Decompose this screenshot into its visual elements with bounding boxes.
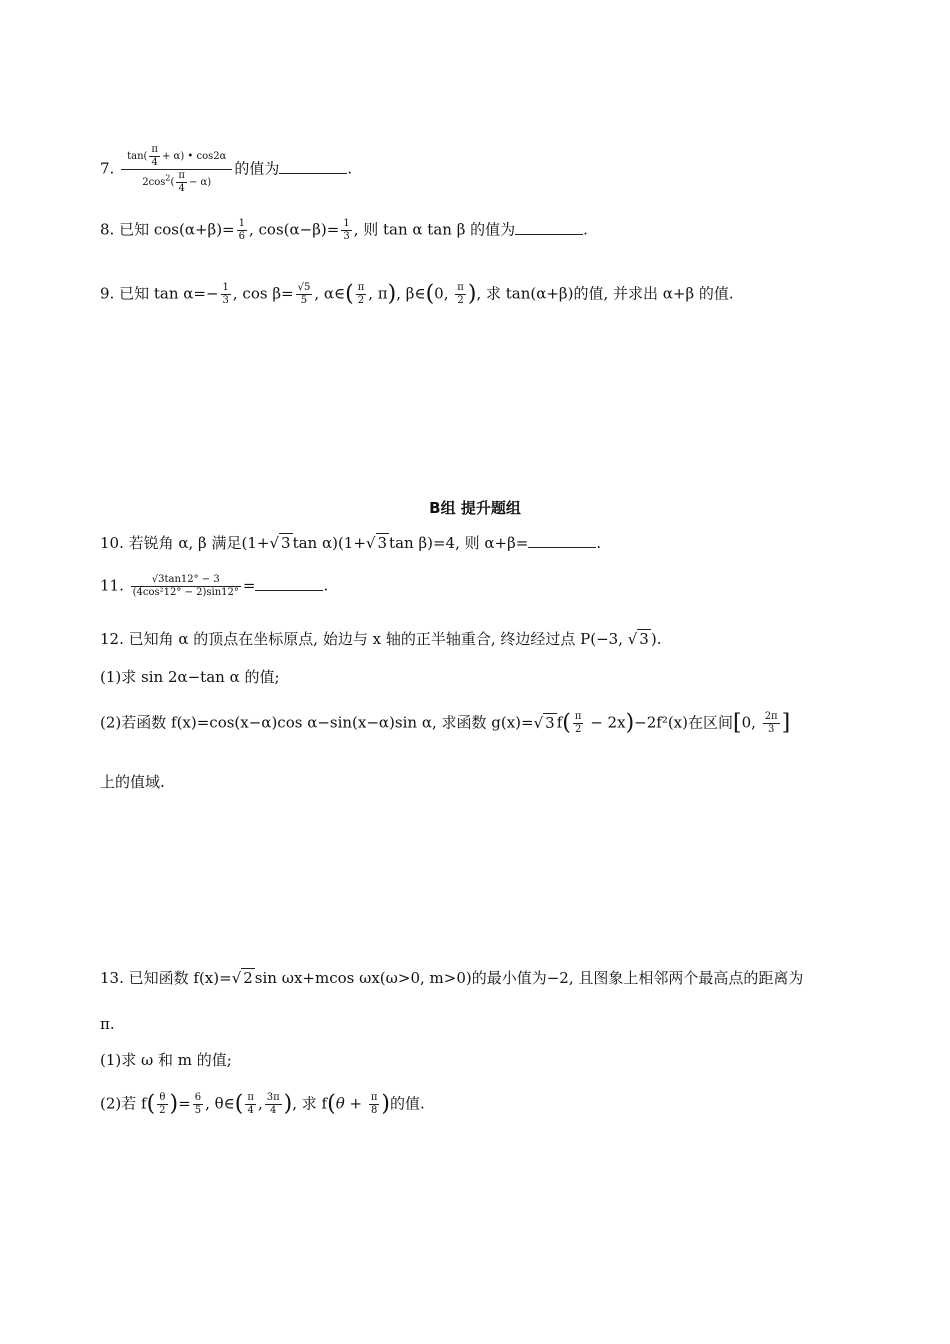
q9-text-3: , α∈ (314, 284, 346, 303)
q10-radicand-2: 3 (377, 534, 388, 552)
q7-den-pi4 (176, 170, 187, 195)
q9-text-1: 9. 已知 tan α=− (100, 284, 219, 303)
q13-frac-c-num: π (370, 1092, 378, 1103)
q13-frac-value-den: 5 (194, 1105, 202, 1116)
q7-numerator: tan( $\frac{\pi}{4}$ + α) • cos2α (121, 144, 232, 170)
q7-den-pi: π (178, 170, 185, 181)
q9-frac-2-den: 5 (300, 295, 308, 306)
q13-frac-theta (157, 1092, 167, 1117)
q9-text-2: , cos β= (232, 284, 294, 303)
q10-text-1: 10. 若锐角 α, β 满足(1+ (100, 534, 270, 552)
q9-paren-close-1: ) (387, 281, 397, 307)
q7-num-tan: tan (127, 151, 144, 162)
q12-radicand: 3 (639, 630, 649, 648)
q8-frac-1 (237, 218, 247, 243)
question-13 (100, 968, 803, 988)
q9-text-4: , π (368, 284, 388, 303)
q13-frac-c-den: 8 (370, 1105, 378, 1116)
q13-paren-open-3: ( (327, 1091, 336, 1117)
question-9 (100, 282, 734, 307)
question-10 (100, 533, 601, 553)
q9-frac-1 (221, 282, 231, 307)
q7-end: . (347, 159, 353, 178)
q11-denominator: (4cos²12° − 2)sin12° (132, 587, 239, 598)
q12-part-2-tail: 上的值域. (100, 773, 165, 791)
q13-paren-close-3: ) (381, 1091, 391, 1117)
q13-text-2: sin ωx+mcos ωx(ω>0, m>0)的最小值为−2, 且图象上相邻两个最高点的距离为 (254, 969, 804, 987)
q9-paren-open-2: ( (425, 281, 435, 307)
q8-frac-1-den: 6 (238, 231, 245, 242)
q12-paren-open: ( (562, 710, 571, 736)
q7-denominator: $2\cos^2$( $\frac{\pi}{4}$ − α) (142, 170, 212, 194)
q11-equals: = (242, 576, 256, 595)
q12-bracket-close: ] (781, 710, 791, 736)
q7-number: 7. (100, 159, 115, 178)
q13-frac-a (245, 1092, 256, 1117)
q12-p2-text-3: − 2x (585, 713, 626, 732)
q12-p2-radicand: 3 (545, 713, 555, 732)
q7-num-cos: • cos2α (187, 151, 227, 162)
q13-frac-b-den: 4 (270, 1105, 277, 1116)
q10-end: . (596, 534, 602, 552)
q12-part-2 (100, 711, 790, 736)
q8-answer-blank[interactable] (515, 220, 583, 235)
q12-interval-num: 2π (764, 711, 778, 722)
q13-radicand: 2 (243, 969, 253, 987)
q7-num-pi: π (151, 144, 158, 155)
q12-p2-text-5: 0, (741, 713, 761, 732)
q10-sqrt-1: √ 3 (269, 534, 291, 552)
q9-frac-2 (296, 282, 313, 307)
q9-text-5: , β∈ (396, 284, 426, 303)
question-12 (100, 629, 661, 649)
q9-frac-4-den: 2 (457, 295, 464, 306)
q13-p2-text-2: = (178, 1094, 191, 1113)
q9-paren-close-2: ) (467, 281, 477, 307)
q12-sqrt: √ 3 (627, 630, 649, 648)
q10-answer-blank[interactable] (528, 533, 596, 548)
q13-frac-theta-den: 2 (159, 1105, 166, 1116)
q10-sqrt-2: √ 3 (365, 534, 388, 552)
q11-numerator: √3tan12° − 3 (131, 574, 241, 587)
q13-frac-b (265, 1092, 282, 1117)
q13-frac-theta-num: θ (157, 1092, 167, 1105)
q11-num-text: 3tan12° − 3 (158, 574, 220, 585)
q9-frac-2-num: √5 (297, 282, 311, 293)
q13-frac-value (193, 1092, 203, 1117)
q10-text-2: tan α)(1+ (292, 534, 366, 552)
q13-line-2: π. (100, 1015, 115, 1033)
q13-paren-close-1: ) (169, 1091, 179, 1117)
q13-paren-open-1: ( (146, 1091, 156, 1117)
q9-frac-4-num: π (457, 282, 464, 293)
q12-p2-sqrt: √ 3 (533, 713, 555, 732)
q11-end: . (323, 576, 329, 595)
q7-den-sup: 2 (165, 173, 171, 183)
q8-text-3: , 则 tan α tan β 的值为 (353, 220, 516, 239)
q13-frac-a-den: 4 (247, 1105, 254, 1116)
question-11 (100, 574, 328, 599)
q12-interval-den: 3 (767, 724, 775, 735)
q12-part-1: (1)求 sin 2α−tan α 的值; (100, 668, 280, 686)
q12-p2-frac-num: π (574, 711, 582, 722)
q9-frac-3-den: 2 (357, 295, 365, 306)
q7-answer-blank[interactable] (279, 159, 347, 174)
q13-p2-text-3: , θ∈ (205, 1094, 235, 1113)
q13-frac-c (369, 1092, 380, 1117)
q10-radicand-1: 3 (281, 534, 291, 552)
q7-num-rest: + α (162, 151, 181, 162)
q7-fraction (121, 144, 232, 195)
q13-p2-text-1: (2)若 f (100, 1094, 147, 1113)
q12-interval-frac (763, 711, 780, 736)
q12-bracket-open: [ (733, 710, 742, 736)
q8-text-1: 8. 已知 cos(α+β)= (100, 220, 235, 239)
q9-frac-1-den: 3 (222, 295, 229, 306)
q10-text-3: tan β)=4, 则 α+β= (389, 534, 529, 552)
q7-den-4: 4 (178, 183, 185, 194)
q13-p2-text-4: , 求 f (292, 1094, 328, 1113)
q7-den-2cos: 2cos (142, 177, 166, 188)
q12-paren-close: ) (625, 710, 635, 736)
q9-text-7: , 求 tan(α+β)的值, 并求出 α+β 的值. (476, 284, 734, 303)
q13-sqrt: √ 2 (231, 969, 253, 987)
q13-paren-close-2: ) (283, 1091, 293, 1117)
q13-p2-text-5: 的值. (390, 1094, 425, 1113)
q13-p2-c-text: θ + (335, 1094, 367, 1113)
q11-number: 11. (100, 576, 124, 595)
q9-frac-4 (455, 282, 466, 307)
q13-frac-a-num: π (247, 1092, 254, 1103)
q8-end: . (583, 220, 588, 239)
q7-den-rest: − α (188, 177, 208, 188)
q13-paren-open-2: ( (234, 1091, 244, 1117)
question-7 (100, 144, 352, 195)
q13-frac-b-num: 3π (266, 1092, 280, 1103)
question-8 (100, 218, 588, 243)
q12-p2-text-2: f (556, 713, 563, 732)
q13-text-1: 13. 已知函数 f(x)= (100, 969, 232, 987)
q9-text-6: 0, (434, 284, 454, 303)
q8-frac-2-num: 1 (343, 218, 350, 229)
q8-frac-1-num: 1 (238, 218, 245, 229)
q9-frac-3 (356, 282, 367, 307)
q8-frac-2-den: 3 (343, 231, 350, 242)
q9-paren-open-1: ( (345, 281, 354, 307)
q13-frac-value-num: 6 (194, 1092, 202, 1103)
section-heading: B组 提升题组 (429, 499, 521, 517)
q12-text-1: 12. 已知角 α 的顶点在坐标原点, 始边与 x 轴的正半轴重合, 终边经过点 P(−3, (100, 630, 628, 648)
q9-frac-1-num: 1 (222, 282, 229, 293)
q11-answer-blank[interactable] (255, 576, 323, 591)
q7-num-4: 4 (151, 157, 158, 168)
q13-part-1: (1)求 ω 和 m 的值; (100, 1051, 232, 1069)
q12-p2-text-4: −2f²(x)在区间 (634, 713, 733, 732)
q7-suffix: 的值为 (234, 159, 280, 178)
q7-num-pi4 (149, 144, 160, 169)
q12-p2-frac (573, 711, 584, 736)
q13-part-2: (2)若 f( $\frac{\theta}{2}$ )= $\frac{6}{5}$ , θ∈( $\frac{\pi}{4}$ , $\frac{3\pi}{4}$ ), 求 f(θ + $\frac{\pi}{8}$ )的值. (100, 1091, 425, 1117)
q9-frac-3-num: π (357, 282, 365, 293)
q8-frac-2 (341, 218, 351, 243)
q12-p2-frac-den: 2 (574, 724, 582, 735)
q11-fraction (131, 574, 241, 599)
q8-text-2: , cos(α−β)= (249, 220, 340, 239)
q12-text-2: ). (650, 630, 662, 648)
q12-p2-text-1: (2)若函数 f(x)=cos(x−α)cos α−sin(x−α)sin α, 求函数 g(x)= (100, 713, 534, 732)
